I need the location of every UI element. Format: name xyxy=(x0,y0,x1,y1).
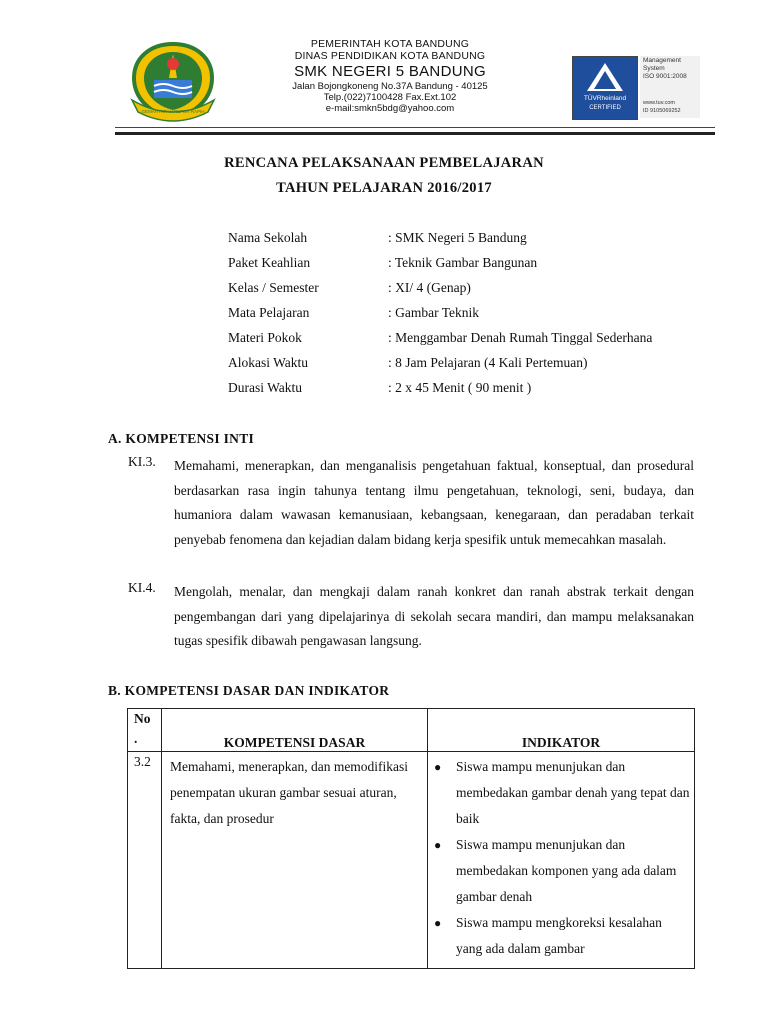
indicator-text: Siswa mampu mengkoreksi kesalahan yang ada dalam gambar xyxy=(456,915,662,956)
indicator-text: Siswa mampu menunjukan dan membedakan gambar denah yang tepat dan baik xyxy=(456,759,690,826)
header-no-line1: No xyxy=(134,711,151,726)
info-value: : 8 Jam Pelajaran (4 Kali Pertemuan) xyxy=(388,355,588,370)
school-phone: Telp.(022)7100428 Fax.Ext.102 xyxy=(323,92,457,104)
cert-id: ID 9105069252 xyxy=(643,108,681,114)
document-subtitle: TAHUN PELAJARAN 2016/2017 xyxy=(276,180,492,196)
bullet-icon: ● xyxy=(434,916,442,930)
indicator-item xyxy=(434,910,690,962)
letterhead-rule-thick xyxy=(115,132,715,135)
row-kompetensi-dasar: Memahami, menerapkan, dan memodifikasi penempatan ukuran gambar sesuai aturan, fakta, dan prosedur xyxy=(162,752,428,969)
tuv-certified: CERTIFIED xyxy=(589,105,621,111)
info-label: Mata Pelajaran xyxy=(228,305,310,320)
letterhead-line1: PEMERINTAH KOTA BANDUNG xyxy=(310,38,470,50)
bullet-icon: ● xyxy=(434,838,442,852)
school-logo xyxy=(128,40,218,122)
ki-text: Mengolah, menalar, dan mengkaji dalam ranah konkret dan ranah abstrak terkait dengan pengembangan dari yang dipelajarinya di sekolah secara mandiri, dan mampu melaksanakan tugas spesifik dibawah pengawasan langsung. xyxy=(174,584,694,648)
logo-ribbon-text: GEMAH RIPAH REPEH RAPIH xyxy=(141,109,205,114)
indicator-item xyxy=(434,832,690,910)
row-no: 3.2 xyxy=(128,752,162,969)
info-value: : 2 x 45 Menit ( 90 menit ) xyxy=(388,380,532,395)
ki-code: KI.4. xyxy=(128,580,156,595)
table-row xyxy=(128,752,695,969)
header-no-line2: . xyxy=(134,731,138,746)
info-value: : Teknik Gambar Bangunan xyxy=(388,255,538,270)
cert-system-1: Management xyxy=(643,57,681,64)
cert-iso: ISO 9001:2008 xyxy=(643,73,687,80)
school-name: SMK NEGERI 5 BANDUNG xyxy=(294,63,486,81)
letterhead-rule-thin xyxy=(115,127,715,128)
info-label: Alokasi Waktu xyxy=(228,355,309,370)
info-label: Materi Pokok xyxy=(228,330,302,345)
bullet-icon: ● xyxy=(434,760,442,774)
section-b-heading: B. KOMPETENSI DASAR DAN INDIKATOR xyxy=(108,683,390,698)
school-email: e-mail:smkn5bdg@yahoo.com xyxy=(325,103,455,115)
certification-mark xyxy=(572,56,700,122)
tuv-triangle-icon xyxy=(573,57,637,97)
info-label: Nama Sekolah xyxy=(228,230,308,245)
table-header-row xyxy=(128,709,695,752)
indicator-item xyxy=(434,754,690,832)
info-label: Durasi Waktu xyxy=(228,380,303,395)
cert-web: www.tuv.com xyxy=(643,100,675,106)
info-label: Paket Keahlian xyxy=(228,255,311,270)
header-indikator: INDIKATOR xyxy=(428,709,695,752)
document-title: RENCANA PELAKSANAAN PEMBELAJARAN xyxy=(224,155,544,171)
ki-text: Memahami, menerapkan, dan menganalisis pengetahuan faktual, konseptual, dan prosedural berdasarkan rasa ingin tahunya tentang ilmu pengetahuan, teknologi, seni, budaya, dan humaniora dalam wawasan kemanusiaan, kebangsaan, kenegaraan, dan peradaban terkait penyebab fenomena dan kejadian dalam bidang kerja spesifik untuk memecahkan masalah. xyxy=(174,458,694,547)
letterhead-line2: DINAS PENDIDIKAN KOTA BANDUNG xyxy=(294,50,486,63)
ki-code: KI.3. xyxy=(128,454,156,469)
row-indicators xyxy=(428,752,695,969)
section-a-heading: A. KOMPETENSI INTI xyxy=(108,431,255,446)
kd-table xyxy=(127,708,695,969)
header-kompetensi-dasar: KOMPETENSI DASAR xyxy=(162,709,428,752)
indicator-text: Siswa mampu menunjukan dan membedakan komponen yang ada dalam gambar denah xyxy=(456,837,677,904)
info-value: : XI/ 4 (Genap) xyxy=(388,280,471,295)
info-label: Kelas / Semester xyxy=(228,280,319,295)
info-value: : Gambar Teknik xyxy=(388,305,480,320)
school-address: Jalan Bojongkoneng No.37A Bandung - 40125 xyxy=(292,81,488,93)
letterhead xyxy=(230,38,550,115)
cert-system-2: System xyxy=(643,65,665,72)
tuv-brand: TÜVRheinland xyxy=(583,95,627,102)
info-value: : Menggambar Denah Rumah Tinggal Sederhana xyxy=(388,330,653,345)
info-value: : SMK Negeri 5 Bandung xyxy=(388,230,527,245)
header-no xyxy=(128,709,162,752)
tuv-badge xyxy=(572,56,638,120)
